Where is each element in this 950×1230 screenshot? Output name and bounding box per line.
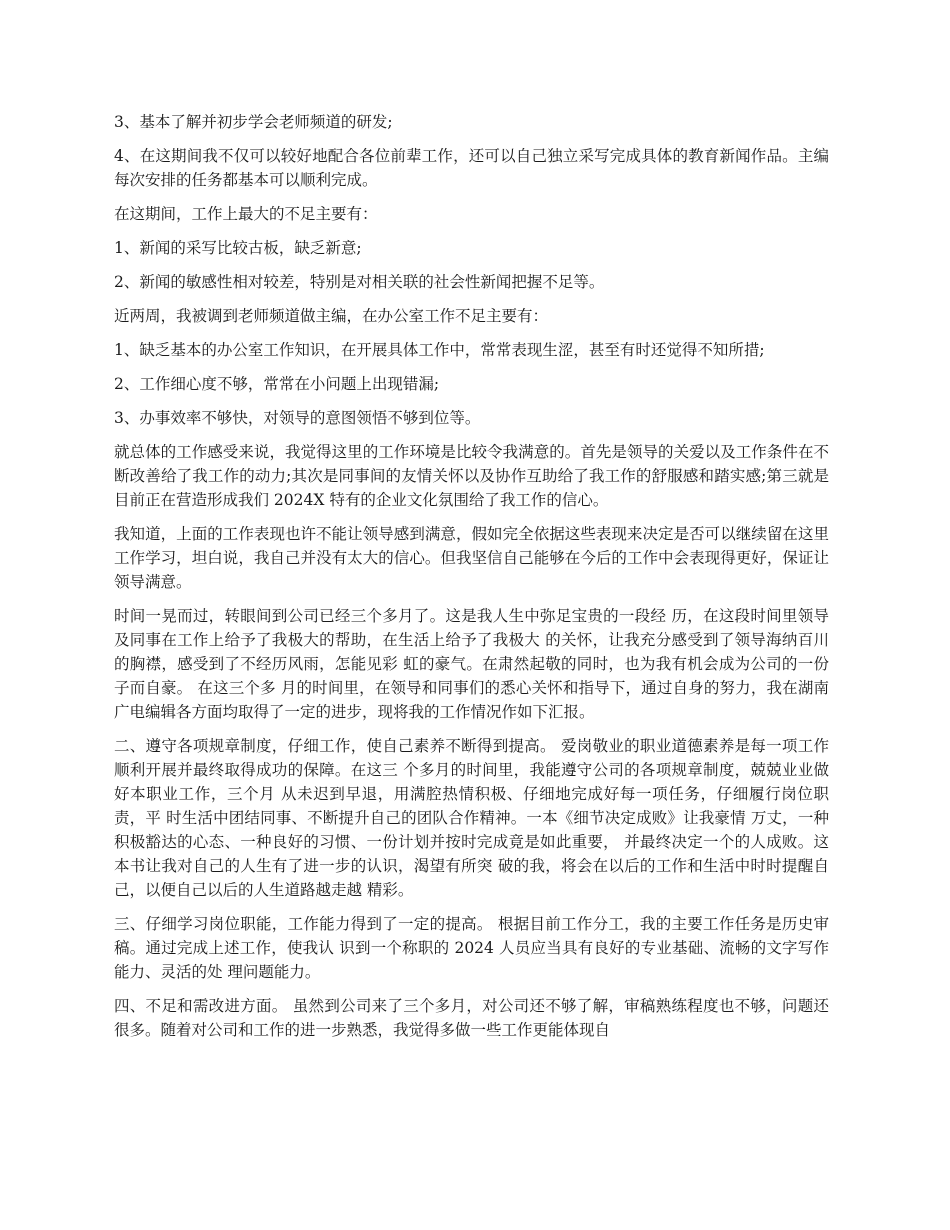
paragraph: 4、在这期间我不仅可以较好地配合各位前辈工作，还可以自己独立采写完成具体的教育新闻作品。主编每次安排的任务都基本可以顺利完成。 xyxy=(114,147,829,189)
paragraph: 我知道，上面的工作表现也许不能让领导感到满意，假如完全依据这些表现来决定是否可以继续留在这里工作学习，坦白说，我自己并没有太大的信心。但我坚信自己能够在今后的工作中会表现得更好，保证让领导满意。 xyxy=(114,525,829,591)
paragraph: 2、新闻的敏感性相对较差，特别是对相关联的社会性新闻把握不足等。 xyxy=(114,273,605,291)
paragraph: 二、遵守各项规章制度，仔细工作，使自己素养不断得到提高。 爱岗敬业的职业道德素养是每一项工作顺利开展并最终取得成功的保障。在这三 个多月的时间里，我能遵守公司的各项规章制度，兢兢业业做好本职业工作，三个月 从未迟到早退，用满腔热情积极、仔细地完成好每一项任务，仔细履行岗位职责，平 时生活中团结同事、不断提升自己的团队合作精神。一本《细节决定成败》让我豪情 万丈，一种积极豁达的心态、一种良好的习惯、一份计划并按时完成竟是如此重要， 并最终决定一个的人成败。这本书让我对自己的人生有了进一步的认识，渴望有所突 破的我，将会在以后的工作和生活中时时提醒自己，以便自己以后的人生道路越走越 精彩。 xyxy=(114,737,829,899)
paragraph: 四、不足和需改进方面。 虽然到公司来了三个多月，对公司还不够了解，审稿熟练程度也不够，问题还很多。随着对公司和工作的进一步熟悉，我觉得多做一些工作更能体现自 xyxy=(114,997,829,1039)
paragraph: 时间一晃而过，转眼间到公司已经三个多月了。这是我人生中弥足宝贵的一段经 历，在这段时间里领导及同事在工作上给予了我极大的帮助，在生活上给予了我极大 的关怀，让我充分感受到了领导海纳百川的胸襟，感受到了不经历风雨，怎能见彩 虹的豪气。在肃然起敬的同时，也为我有机会成为公司的一份子而自豪。 在这三个多 月的时间里，在领导和同事们的悉心关怀和指导下，通过自身的努力，我在湖南广电编辑各方面均取得了一定的进步，现将我的工作情况作如下汇报。 xyxy=(114,607,829,721)
paragraph: 3、办事效率不够快，对领导的意图领悟不够到位等。 xyxy=(114,409,481,427)
paragraph: 2、工作细心度不够，常常在小问题上出现错漏; xyxy=(114,375,440,393)
paragraph: 近两周，我被调到老师频道做主编，在办公室工作不足主要有： xyxy=(114,307,549,325)
paragraph: 在这期间，工作上最大的不足主要有： xyxy=(114,205,378,223)
paragraph: 3、基本了解并初步学会老师频道的研发; xyxy=(114,113,393,131)
paragraph: 1、缺乏基本的办公室工作知识，在开展具体工作中，常常表现生涩，甚至有时还觉得不知所措; xyxy=(114,341,765,359)
paragraph: 1、新闻的采写比较古板，缺乏新意; xyxy=(114,239,362,257)
document-body xyxy=(114,110,829,1052)
paragraph: 三、仔细学习岗位职能，工作能力得到了一定的提高。 根据目前工作分工，我的主要工作任务是历史审稿。通过完成上述工作，使我认 识到一个称职的 2024 人员应当具有良好的专业基础、流畅的文字写作能力、灵活的处 理问题能力。 xyxy=(114,915,829,981)
paragraph: 就总体的工作感受来说，我觉得这里的工作环境是比较令我满意的。首先是领导的关爱以及工作条件在不断改善给了我工作的动力;其次是同事间的友情关怀以及协作互助给了我工作的舒服感和踏实感;第三就是目前正在营造形成我们 2024X 特有的企业文化氛围给了我工作的信心。 xyxy=(114,443,829,509)
